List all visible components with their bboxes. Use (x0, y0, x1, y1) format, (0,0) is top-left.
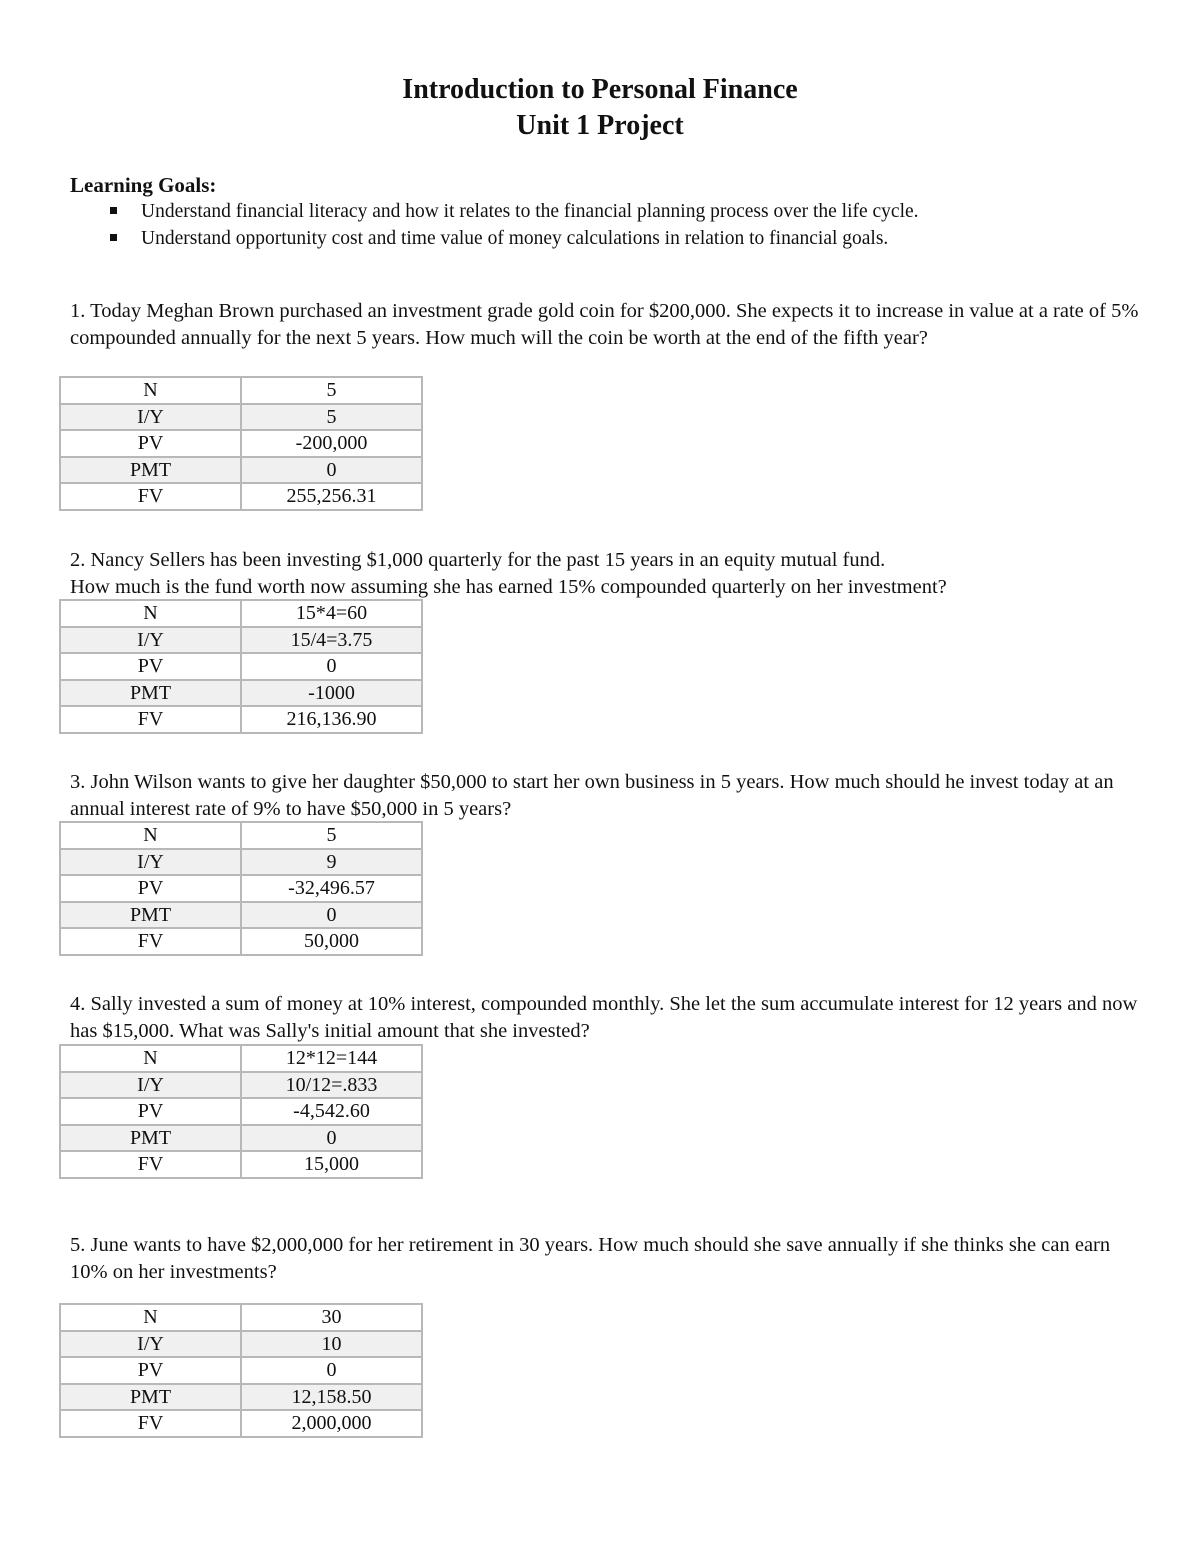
row-value: 10/12=.833 (241, 1072, 422, 1099)
row-label: I/Y (60, 404, 241, 431)
table-row (60, 928, 422, 955)
row-label: N (60, 822, 241, 849)
document-title: Introduction to Personal Finance (402, 74, 798, 105)
table-row (60, 875, 422, 902)
row-label: FV (60, 706, 241, 733)
question-2-table (59, 599, 423, 734)
row-label: I/Y (60, 849, 241, 876)
row-label: PV (60, 1357, 241, 1384)
row-value: -1000 (241, 680, 422, 707)
table-row (60, 1045, 422, 1072)
table-row (60, 653, 422, 680)
row-label: I/Y (60, 1331, 241, 1358)
row-value: -4,542.60 (241, 1098, 422, 1125)
row-label: PV (60, 1098, 241, 1125)
table-row (60, 627, 422, 654)
row-value: 30 (241, 1304, 422, 1331)
learning-goal-text: Understand opportunity cost and time value of money calculations in relation to financial goals. (141, 228, 889, 249)
question-2-text (70, 547, 1140, 600)
question-3-table (59, 821, 423, 956)
table-row (60, 483, 422, 510)
table-row (60, 457, 422, 484)
learning-goals-heading: Learning Goals: (70, 173, 217, 197)
row-value: 0 (241, 1125, 422, 1152)
row-label: PMT (60, 1125, 241, 1152)
table-row (60, 404, 422, 431)
row-value: 216,136.90 (241, 706, 422, 733)
question-5-text: 5. June wants to have $2,000,000 for her retirement in 30 years. How much should she save annually if she thinks she can earn 10% on her investments? (70, 1234, 1111, 1283)
row-label: N (60, 1045, 241, 1072)
table-row (60, 822, 422, 849)
row-label: FV (60, 483, 241, 510)
table-row (60, 706, 422, 733)
table-row (60, 1151, 422, 1178)
row-label: FV (60, 1410, 241, 1437)
row-value: 15,000 (241, 1151, 422, 1178)
learning-goal-item (70, 198, 1150, 225)
table-row (60, 1072, 422, 1099)
row-label: PMT (60, 457, 241, 484)
table-row (60, 377, 422, 404)
row-value: 0 (241, 1357, 422, 1384)
row-value: 5 (241, 377, 422, 404)
row-value: -32,496.57 (241, 875, 422, 902)
row-label: I/Y (60, 627, 241, 654)
learning-goals-list (70, 198, 1150, 252)
question-1-table (59, 376, 423, 511)
table-row (60, 902, 422, 929)
row-value: 0 (241, 653, 422, 680)
row-label: FV (60, 928, 241, 955)
question-5-table (59, 1303, 423, 1438)
square-bullet-icon (110, 207, 117, 214)
table-row (60, 1331, 422, 1358)
table-row (60, 600, 422, 627)
row-value: 2,000,000 (241, 1410, 422, 1437)
row-value: 255,256.31 (241, 483, 422, 510)
row-label: PV (60, 653, 241, 680)
table-row (60, 1304, 422, 1331)
row-value: 5 (241, 404, 422, 431)
table-row (60, 1125, 422, 1152)
row-label: PMT (60, 902, 241, 929)
row-value: 10 (241, 1331, 422, 1358)
row-value: 50,000 (241, 928, 422, 955)
row-value: 0 (241, 457, 422, 484)
row-label: N (60, 377, 241, 404)
question-2-line-1: 2. Nancy Sellers has been investing $1,000 quarterly for the past 15 years in an equity mutual fund. (70, 549, 886, 571)
document-subtitle: Unit 1 Project (516, 110, 684, 141)
row-label: PMT (60, 680, 241, 707)
question-3-text: 3. John Wilson wants to give her daughter $50,000 to start her own business in 5 years. How much should he invest today at an annual interest rate of 9% to have $50,000 in 5 years? (70, 771, 1114, 820)
row-value: 12*12=144 (241, 1045, 422, 1072)
row-value: -200,000 (241, 430, 422, 457)
row-label: N (60, 600, 241, 627)
learning-goal-text: Understand financial literacy and how it relates to the financial planning process over the life cycle. (141, 201, 919, 222)
square-bullet-icon (110, 234, 117, 241)
question-4-table (59, 1044, 423, 1179)
row-value: 15*4=60 (241, 600, 422, 627)
table-row (60, 1384, 422, 1411)
row-label: PV (60, 430, 241, 457)
table-row (60, 430, 422, 457)
table-row (60, 1357, 422, 1384)
row-value: 9 (241, 849, 422, 876)
row-label: I/Y (60, 1072, 241, 1099)
question-4-text: 4. Sally invested a sum of money at 10% interest, compounded monthly. She let the sum accumulate interest for 12 years and now has $15,000. What was Sally's initial amount that she invested? (70, 993, 1138, 1042)
row-label: N (60, 1304, 241, 1331)
table-row (60, 1098, 422, 1125)
table-row (60, 849, 422, 876)
learning-goal-item (70, 225, 1150, 252)
table-row (60, 1410, 422, 1437)
row-value: 5 (241, 822, 422, 849)
row-label: PV (60, 875, 241, 902)
row-value: 12,158.50 (241, 1384, 422, 1411)
row-label: PMT (60, 1384, 241, 1411)
question-2-line-2: How much is the fund worth now assuming she has earned 15% compounded quarterly on her investment? (70, 575, 947, 598)
question-1-text: 1. Today Meghan Brown purchased an investment grade gold coin for $200,000. She expects it to increase in value at a rate of 5% compounded annually for the next 5 years. How much will the coin be worth at the end of the fifth year? (70, 300, 1139, 349)
row-label: FV (60, 1151, 241, 1178)
table-row (60, 680, 422, 707)
row-value: 0 (241, 902, 422, 929)
row-value: 15/4=3.75 (241, 627, 422, 654)
